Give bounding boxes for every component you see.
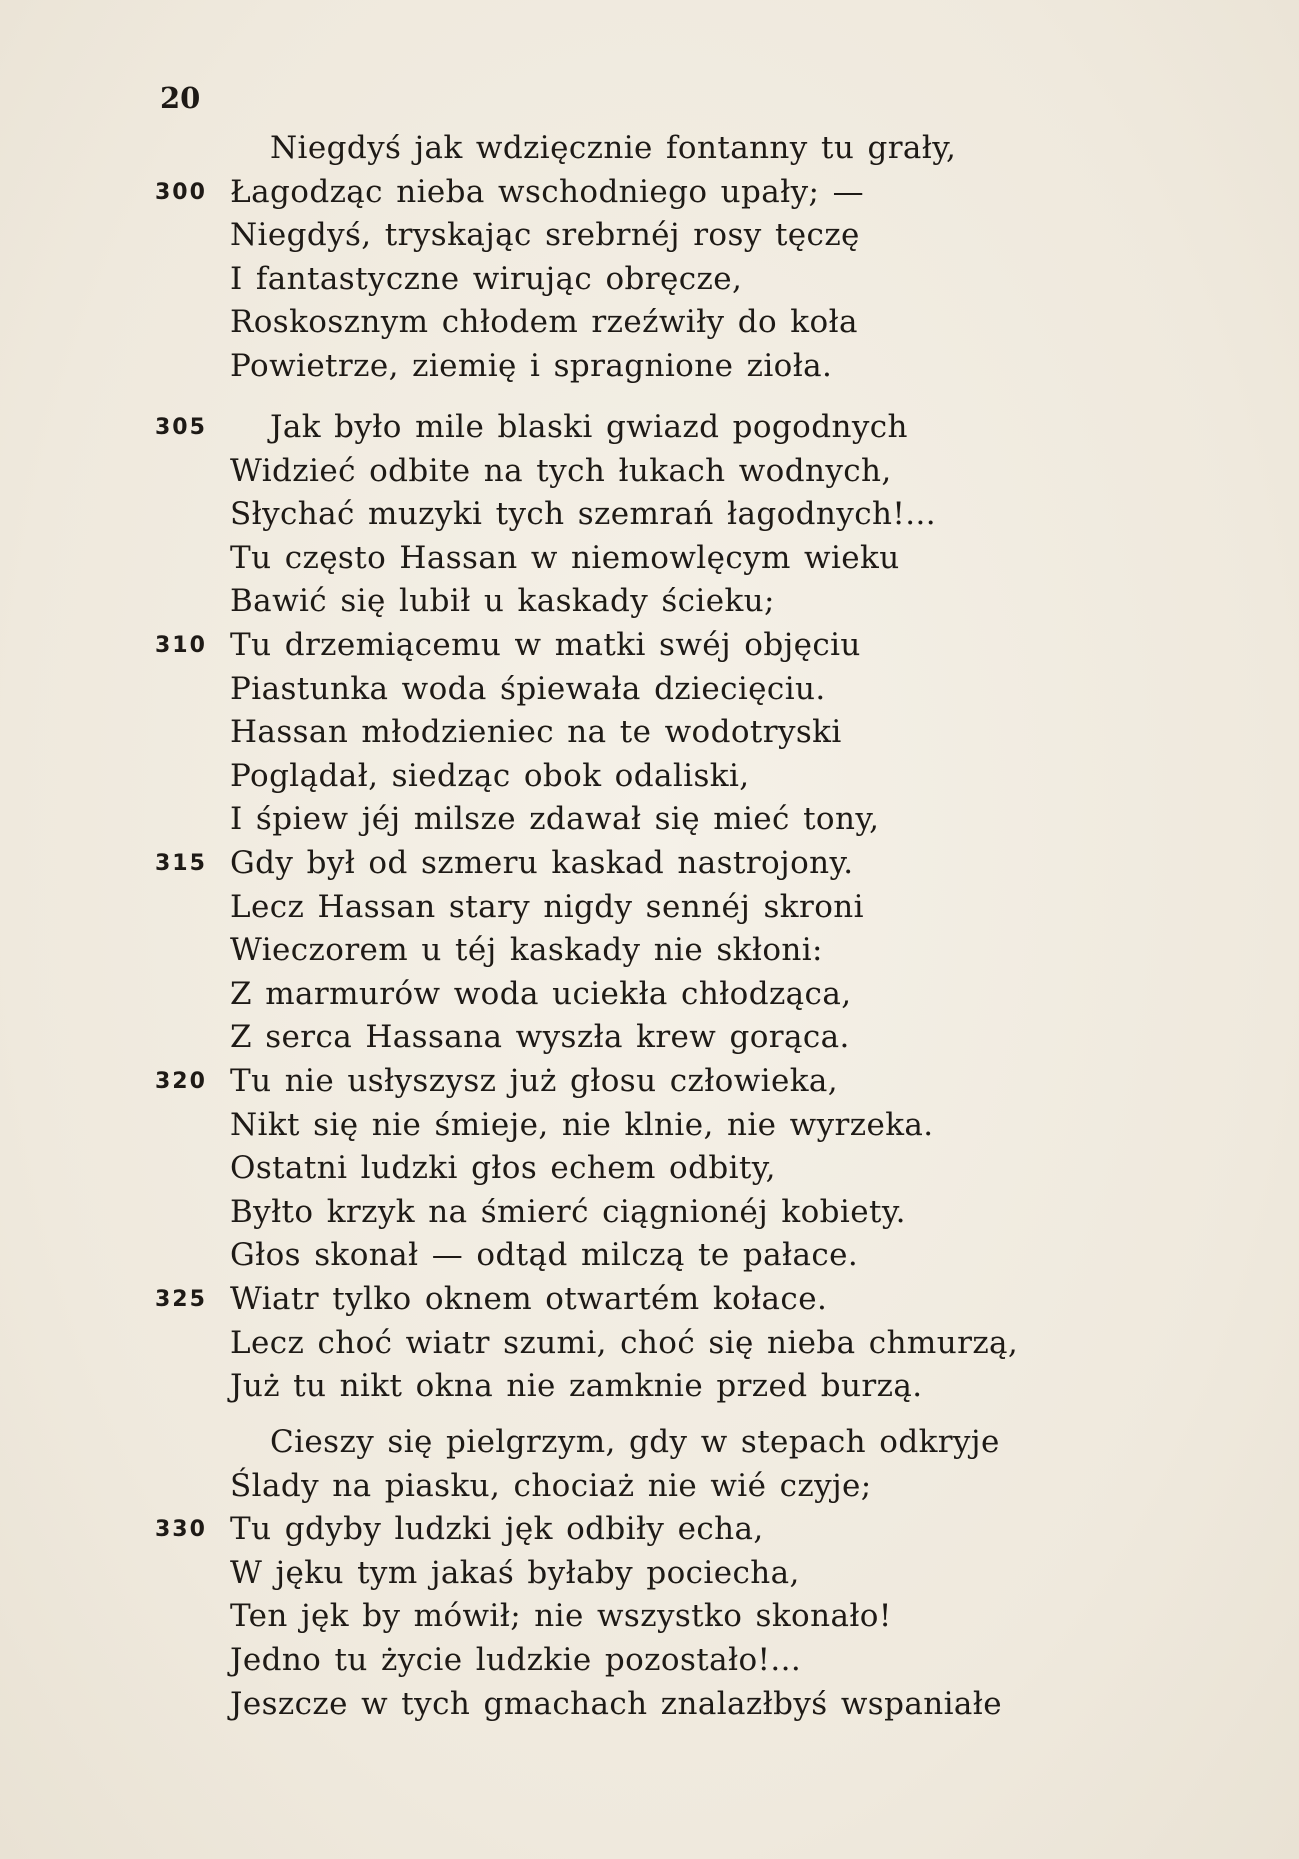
verse-line [0, 1594, 1299, 1638]
verse-text: Jedno tu życie ludzkie pozostało!... [230, 1642, 802, 1678]
verse-text: W jęku tym jakaś byłaby pociecha, [230, 1554, 800, 1591]
verse-text: Tu drzemiącemu w matki swéj objęciu [230, 627, 861, 663]
verse-text: Wieczorem u téj kaskady nie skłoni: [230, 932, 823, 969]
verse-text: Niegdyś jak wdzięcznie fontanny tu grały, [270, 130, 957, 166]
verse-text: Lecz Hassan stary nigdy sennéj skroni [230, 888, 864, 925]
verse-text: Widzieć odbite na tych łukach wodnych, [230, 452, 892, 489]
verse-text: Cieszy się pielgrzym, gdy w stepach odkryje [270, 1424, 1000, 1460]
verse-line [0, 1364, 1299, 1408]
verse-line [0, 405, 1299, 449]
line-number: 330 [155, 1517, 207, 1543]
verse-text: Piastunka woda śpiewała dziecięciu. [230, 670, 826, 707]
verse-line [0, 885, 1299, 929]
verse-line [0, 667, 1299, 711]
verse-line [0, 1464, 1299, 1508]
verse-line [0, 754, 1299, 798]
verse-line [0, 1507, 1299, 1551]
verse-line [0, 1321, 1299, 1365]
verse-line [0, 579, 1299, 623]
verse-text: Ten jęk by mówił; nie wszystko skonało! [230, 1598, 892, 1635]
verse-line [0, 344, 1299, 388]
verse-text: Poglądał, siedząc obok odaliski, [230, 757, 750, 794]
verse-text: Bawić się lubił u kaskady ścieku; [230, 583, 775, 620]
verse-line [0, 213, 1299, 257]
verse-text: Tu nie usłyszysz już głosu człowieka, [230, 1063, 839, 1099]
line-number: 325 [155, 1287, 207, 1312]
verse-line [0, 1420, 1299, 1464]
verse-text: Ostatni ludzki głos echem odbity, [230, 1150, 776, 1187]
verse-line [0, 797, 1299, 841]
verse-text: Powietrze, ziemię i spragnione zioła. [230, 348, 833, 384]
verse-line [0, 841, 1299, 885]
verse-line [0, 1551, 1299, 1595]
verse-text: Jeszcze w tych gmachach znalazłbyś wspaniałe [230, 1685, 1002, 1722]
verse-text: Z marmurów woda uciekła chłodząca, [230, 975, 852, 1012]
verse-line [0, 1146, 1299, 1190]
verse-line [0, 1103, 1299, 1147]
verse-text: Nikt się nie śmieje, nie klnie, nie wyrzeka. [230, 1106, 934, 1143]
verse-text: Słychać muzyki tych szemrań łagodnych!... [230, 496, 936, 533]
verse-line [0, 492, 1299, 536]
verse-line [0, 257, 1299, 301]
verse-line [0, 1638, 1299, 1682]
verse-text: Lecz choć wiatr szumi, choć się nieba chmurzą, [230, 1324, 1019, 1361]
verse-line [0, 928, 1299, 972]
verse-line [0, 449, 1299, 493]
verse-line [0, 170, 1299, 214]
verse-text: Ślady na piasku, chociaż nie wié czyje; [230, 1467, 872, 1504]
line-number: 310 [155, 633, 207, 658]
line-number: 315 [155, 851, 207, 876]
verse-line [0, 1277, 1299, 1321]
verse-text: I fantastyczne wirując obręcze, [230, 260, 743, 297]
page-number: 20 [160, 81, 201, 115]
verse-text: Gdy był od szmeru kaskad nastrojony. [230, 845, 854, 881]
verse-text: Z serca Hassana wyszła krew gorąca. [230, 1019, 850, 1056]
verse-line [0, 710, 1299, 754]
verse-text: Byłto krzyk na śmierć ciągnionéj kobiety. [230, 1193, 906, 1230]
line-number: 305 [155, 415, 207, 440]
verse-text: I śpiew jéj milsze zdawał się mieć tony, [230, 801, 880, 838]
verse-line [0, 1015, 1299, 1059]
verse-line [0, 1059, 1299, 1103]
verse-text: Głos skonał — odtąd milczą te pałace. [230, 1237, 859, 1274]
verse-text: Hassan młodzieniec na te wodotryski [230, 714, 842, 751]
verse-line [0, 1190, 1299, 1234]
verse-line [0, 126, 1299, 170]
verse-text: Tu często Hassan w niemowlęcym wieku [230, 539, 900, 576]
line-number: 300 [155, 179, 207, 205]
verse-text: Już tu nikt okna nie zamknie przed burzą. [230, 1368, 923, 1405]
verse-line [0, 1682, 1299, 1726]
verse-text: Łagodząc nieba wschodniego upały; — [230, 173, 865, 210]
line-number: 320 [155, 1069, 207, 1094]
verse-text: Jak było mile blaski gwiazd pogodnych [270, 409, 908, 445]
verse-line [0, 300, 1299, 344]
verse-line [0, 536, 1299, 580]
verse-text: Niegdyś, tryskając srebrnéj rosy tęczę [230, 217, 860, 254]
verse-line [0, 972, 1299, 1016]
verse-text: Wiatr tylko oknem otwartém kołace. [230, 1281, 828, 1317]
verse-text: Tu gdyby ludzki jęk odbiły echa, [230, 1511, 764, 1548]
verse-text: Roskosznym chłodem rzeźwiły do koła [230, 304, 858, 341]
verse-line [0, 623, 1299, 667]
verse-line [0, 1233, 1299, 1277]
